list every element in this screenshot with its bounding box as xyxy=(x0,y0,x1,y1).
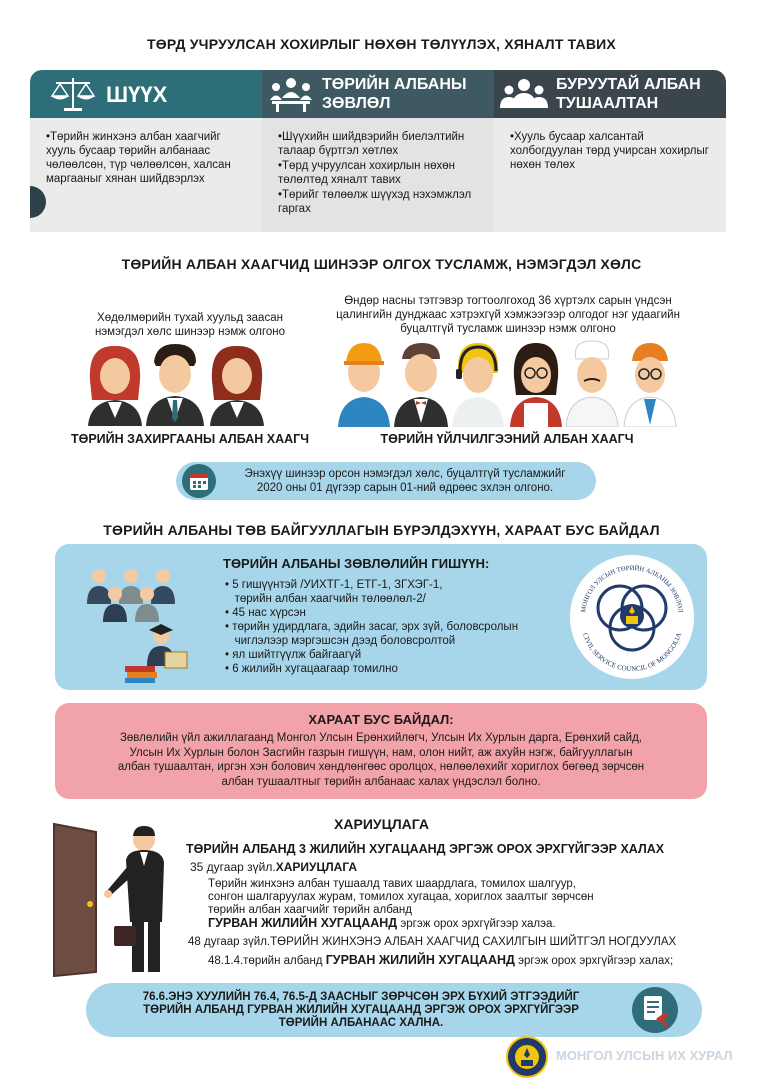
council-members-icon xyxy=(79,564,183,624)
card-council-item: •Шүүхийн шийдвэрийн биелэлтийн талаар бүртгэл хөтлөх xyxy=(278,131,465,157)
card-council-body xyxy=(262,118,494,232)
independence-line: Улсын Их Хурлын болон Засгийн газрын гишүүн, нам, олон нийт, аж ахуйн нэгж, байгууллагын xyxy=(129,746,633,759)
notice-text xyxy=(220,467,590,495)
section-title-allowance: ТӨРИЙН АЛБАН ХААГЧИД ШИНЭЭР ОЛГОХ ТУСЛАМЖ, НЭМЭГДЭЛ ХӨЛС xyxy=(121,256,642,272)
article-35-bold-phrase: ГУРВАН ЖИЛИЙН ХУГАЦААНД xyxy=(208,916,398,930)
independence-line: Зөвлөлийн үйл ажиллагаанд Монгол Улсын Ерөнхийлөгч, Улсын Их Хурлын дарга, Ерөнхий сайд, xyxy=(119,732,643,744)
card-guilty-title-2: ТУШААЛТАН xyxy=(556,95,659,112)
admin-desc-line: Хөдөлмөрийн тухай хуульд заасан xyxy=(97,312,283,324)
footer-parliament-name: МОНГОЛ УЛСЫН ИХ ХУРАЛ xyxy=(556,1048,733,1063)
article-35-line: төрийн албан хаагчийг төрийн албанд xyxy=(208,904,412,916)
independence-title: ХАРААТ БУС БАЙДАЛ: xyxy=(308,712,454,727)
independence-line: албан тушаалтныг төрийн албанаас халах үндэслэл болно. xyxy=(221,775,541,788)
graduate-icon xyxy=(121,622,191,684)
card-council-header xyxy=(262,70,494,118)
card-council-title-2: ЗӨВЛӨЛ xyxy=(322,95,391,112)
card-court-title: ШҮҮХ xyxy=(106,81,168,107)
council-icon xyxy=(268,74,314,114)
notice-line: Энэхүү шинээр орсон нэмэгдэл хөлс, буцалтгүй тусламжийг xyxy=(244,468,566,480)
requirement-item: төрийн албан хаагчийн төлөөлөл-2/ xyxy=(225,593,426,605)
article-35-title: ХАРИУЦЛАГА xyxy=(275,860,358,874)
article-35-prefix: 35 дугаар зүйл. xyxy=(190,860,276,874)
admin-officials-illustration xyxy=(80,340,270,426)
sanction-line: 76.6.ЭНЭ ХУУЛИЙН 76.4, 76.5-Д ЗААСНЫГ ЗӨРЧСӨН ЭРХ БҮХИЙ ЭТГЭЭДИЙГ xyxy=(142,991,580,1003)
admin-desc-line: нэмэгдэл хөлс шинээр нэмж олгоно xyxy=(94,326,286,338)
notice-line: 2020 оны 01 дүгээр сарын 01-ний өдрөөс эхлэн олгоно. xyxy=(256,482,554,494)
section-title-damages: ТӨРД УЧРУУЛСАН ХОХИРЛЫГ НӨХӨН ТӨЛҮҮЛЭХ, ХЯНАЛТ ТАВИХ xyxy=(147,36,616,52)
admin-official-label: ТӨРИЙН ЗАХИРГААНЫ АЛБАН ХААГЧ xyxy=(70,432,310,446)
people-group-icon xyxy=(500,74,548,114)
admin-allowance-desc xyxy=(60,311,320,339)
article-48-tail: эргэж орох эрхгүйгээр халах; xyxy=(514,955,674,967)
gavel-document-icon xyxy=(632,987,678,1033)
service-allowance-desc xyxy=(318,294,698,336)
card-guilty-header xyxy=(494,70,726,118)
service-desc-line: цалингийн дунджаас хэтрэхгүй хэмжээгээр олгодог нэг удаагийн xyxy=(336,309,680,321)
article-35-tail: эргэж орох эрхгүйгээр халэа. xyxy=(397,918,556,930)
independence-text xyxy=(65,731,697,789)
card-guilty-official xyxy=(494,70,726,232)
service-desc-line: буцалтгүй тусламж шинээр нэмж олгоно xyxy=(400,323,616,335)
article-35-heading xyxy=(190,860,357,874)
requirement-item: чиглэлээр мэргэшсэн дээд боловсролтой xyxy=(225,635,456,647)
civil-service-council-logo xyxy=(567,550,697,684)
requirement-item: • 6 жилийн хугацаагаар томилно xyxy=(225,663,398,675)
accountability-headline: ТӨРИЙН АЛБАНД 3 ЖИЛИЙН ХУГАЦААНД ЭРГЭЖ ОРОХ ЭРХГҮЙГЭЭР ХАЛАХ xyxy=(186,842,665,856)
independence-box xyxy=(55,703,707,799)
card-corner-tab xyxy=(30,186,46,218)
article-48-bold-phrase: ГУРВАН ЖИЛИЙН ХУГАЦААНД xyxy=(325,953,515,967)
exit-door-illustration xyxy=(44,822,184,978)
section-title-accountability: ХАРИУЦЛАГА xyxy=(334,816,429,832)
council-member-box xyxy=(55,544,707,690)
card-guilty-title-1: БУРУУТАЙ АЛБАН xyxy=(556,76,701,93)
service-desc-line: Өндөр насны тэтгэвэр тогтоолгоход 36 хүртэлх сарын үндсэн xyxy=(344,295,672,307)
card-court-item: •Төрийн жинхэнэ албан хаагчийг хууль бусаар төрийн албанаас чөлөөлсөн, түр чөлөөлсөн, халсан маргааныг хянан шийдвэрлэх xyxy=(46,131,231,185)
card-council xyxy=(262,70,494,232)
article-35-line: сонгон шалгаруулах журам, томилох хугацаа, хориглох заалтыг зөрчсөн xyxy=(208,891,594,903)
article-35-line: Төрийн жинхэнэ албан тушаалд тавих шаардлага, томилох шалгуур, xyxy=(208,878,576,890)
card-guilty-body xyxy=(494,118,726,232)
parliament-emblem-icon xyxy=(506,1036,548,1078)
article-48-prefix: 48.1.4.төрийн албанд xyxy=(208,955,326,967)
requirement-item: • төрийн удирдлага, эдийн засаг, эрх зүй, боловсролын xyxy=(225,621,519,633)
article-48-heading: 48 дугаар зүйл.ТӨРИЙН ЖИНХЭНЭ АЛБАН ХААГЧИД САХИЛГЫН ШИЙТГЭЛ НОГДУУЛАХ xyxy=(188,936,677,948)
article-35-text xyxy=(208,878,678,931)
card-council-title-1: ТӨРИЙН АЛБАНЫ xyxy=(322,76,467,93)
notice-pill xyxy=(176,462,596,500)
calendar-icon xyxy=(182,464,216,498)
article-48-subclause xyxy=(208,953,673,967)
logo-bottom-text: CIVIL SERVICE COUNCIL OF MONGOLIA xyxy=(580,631,684,674)
scales-icon xyxy=(48,74,98,114)
card-guilty-item: •Хууль бусаар халсантай холбогдуулан төрд учирсан хохирлыг нөхөн төлөх xyxy=(510,131,709,171)
section-title-central-body: ТӨРИЙН АЛБАНЫ ТӨВ БАЙГУУЛЛАГЫН БҮРЭЛДЭХҮҮН, ХАРААТ БУС БАЙДАЛ xyxy=(103,522,660,538)
service-workers-illustration xyxy=(336,337,678,427)
card-court-header xyxy=(30,70,262,118)
requirement-item: • 5 гишүүнтэй /УИХТГ-1, ЕТГ-1, ЗГХЭГ-1, xyxy=(225,579,443,591)
independence-line: албан тушаалтан, иргэн хэн болович хөндлөнгөөс оролцох, нөлөөлөхийг хориглох бөгөөд зөрчсөн xyxy=(117,761,645,773)
sanction-line: ТӨРИЙН АЛБАНААС ХАЛНА. xyxy=(278,1017,444,1029)
requirement-item: • ял шийтгүүлж байгаагүй xyxy=(225,649,362,661)
card-court-body xyxy=(30,118,262,232)
sanction-text xyxy=(106,991,616,1030)
council-member-title: ТӨРИЙН АЛБАНЫ ЗӨВЛӨЛИЙН ГИШҮҮН: xyxy=(223,556,490,571)
card-council-item: •Төрийг төлөөлж шүүхэд нэхэмжлэл гаргах xyxy=(278,189,472,215)
sanction-pill xyxy=(86,983,702,1037)
card-council-item: •Төрд учруулсан хохирлын нөхөн төлөлтөд хяналт тавих xyxy=(278,160,455,186)
card-court xyxy=(30,70,262,232)
member-requirements-list xyxy=(225,578,555,676)
logo-top-text: МОНГОЛ УЛСЫН ТӨРИЙН АЛБАНЫ ЗӨВЛӨЛ xyxy=(580,564,684,614)
sanction-line: ТӨРИЙН АЛБАНД ГУРВАН ЖИЛИЙН ХУГАЦААНД ЭРГЭЖ ОРОХ ЭРХГҮЙГЭЭР xyxy=(143,1004,579,1016)
requirement-item: • 45 нас хүрсэн xyxy=(225,607,306,619)
service-official-label: ТӨРИЙН ҮЙЛЧИЛГЭЭНИЙ АЛБАН ХААГЧ xyxy=(380,432,634,446)
